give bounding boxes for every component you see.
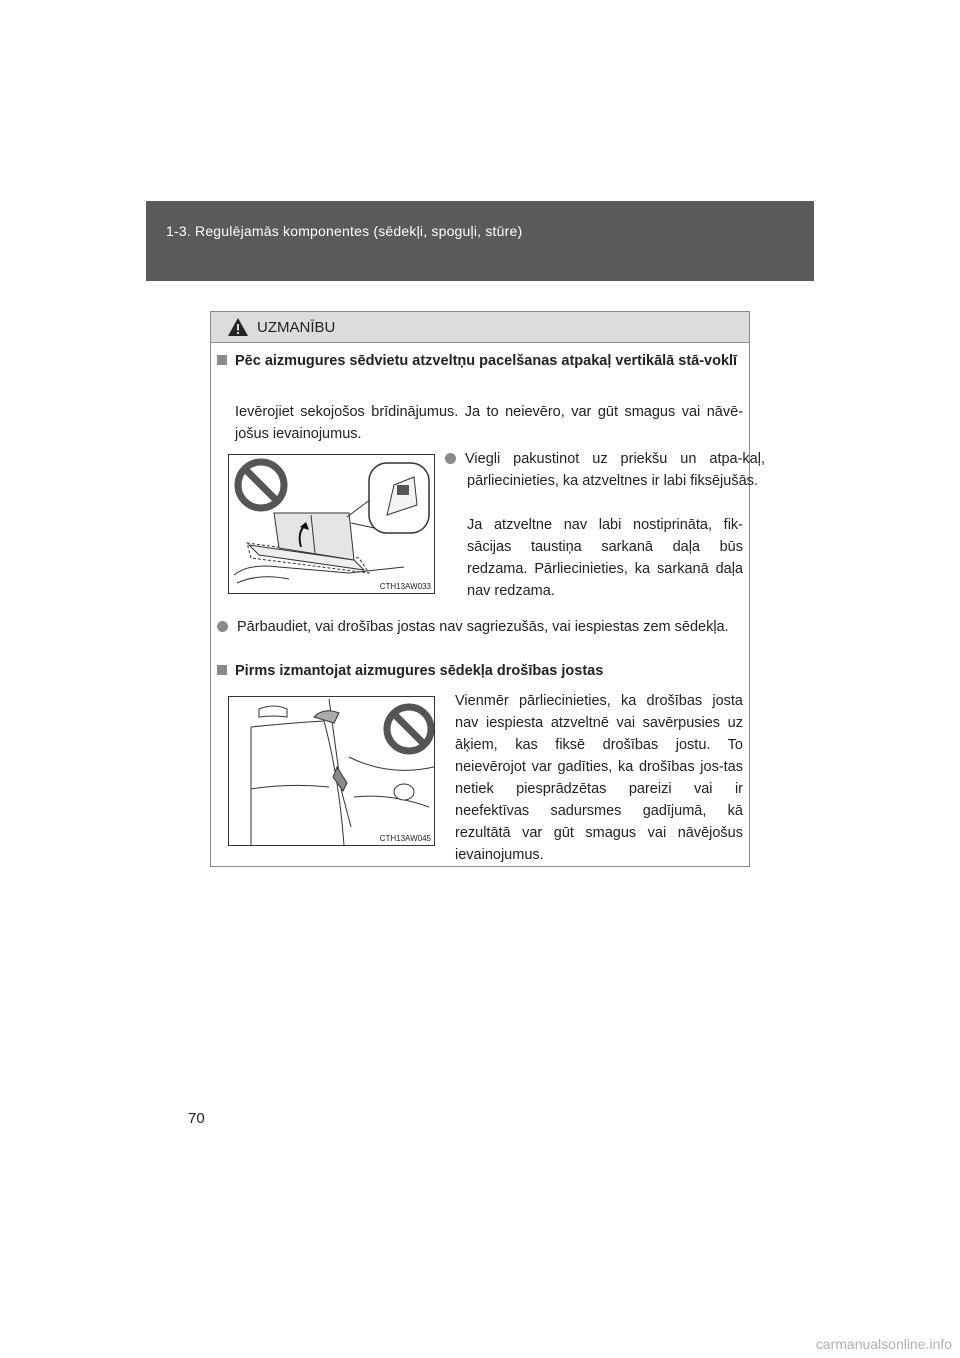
caution-box (210, 311, 765, 867)
bullet-1: Viegli pakustinot uz priekšu un atpa-kaļ, pārliecinieties, ka atzveltnes ir labi fiksējušās. (445, 448, 765, 492)
section2-text: Vienmēr pārliecinieties, ka drošības josta nav iespiesta atzveltnē vai savērpusies uz āķiem, kas fiksē drošības jostu. To neievērojot var gadīties, ka drošības jos-tas netiek piesprādzētas pareizi vai ir neefektīvas sadursmes gadījumā, kā rezultātā var gūt smagus vai nāvējošus ievainojumus. (455, 693, 743, 863)
section1-intro: Ievērojiet sekojošos brīdinājumus. Ja to neievēro, var gūt smagus vai nāvē-jošus ievainojumus. (235, 404, 743, 442)
caution-header (211, 312, 749, 343)
section-header (146, 201, 814, 281)
square-bullet-icon (217, 355, 227, 365)
bullet-1-continued: Ja atzveltne nav labi nostiprināta, fik-sācijas taustiņa sarkanā daļa būs redzama. Pārliecinieties, ka sarkanā daļa nav redzama. (467, 517, 743, 599)
caution-title: UZMANĪBU (257, 319, 336, 336)
footer-brand: carmanualsonline.info (815, 1336, 952, 1352)
square-bullet-icon (217, 665, 227, 675)
seatbelt-figure (228, 696, 435, 846)
seatbelt-illustration (229, 697, 434, 845)
section-title: 1-3. Regulējamās komponentes (sēdekļi, spoguļi, stūre) (166, 223, 523, 239)
section1-heading: Pēc aizmugures sēdvietu atzveltņu pacelšanas atpakaļ vertikālā stā-voklī (217, 350, 743, 372)
figure-code: CTH13AW045 (379, 834, 431, 843)
seatback-figure (228, 454, 435, 594)
bullet-2: Pārbaudiet, vai drošības jostas nav sagriezušās, vai iespiestas zem sēdekļa. (217, 616, 743, 638)
round-bullet-icon (445, 453, 456, 464)
warning-icon (227, 317, 249, 337)
section2-heading: Pirms izmantojat aizmugures sēdekļa drošības jostas (217, 660, 743, 682)
page-number: 70 (188, 1110, 205, 1127)
round-bullet-icon (217, 621, 228, 632)
seatback-illustration (229, 455, 434, 593)
figure-code: CTH13AW033 (379, 582, 431, 591)
